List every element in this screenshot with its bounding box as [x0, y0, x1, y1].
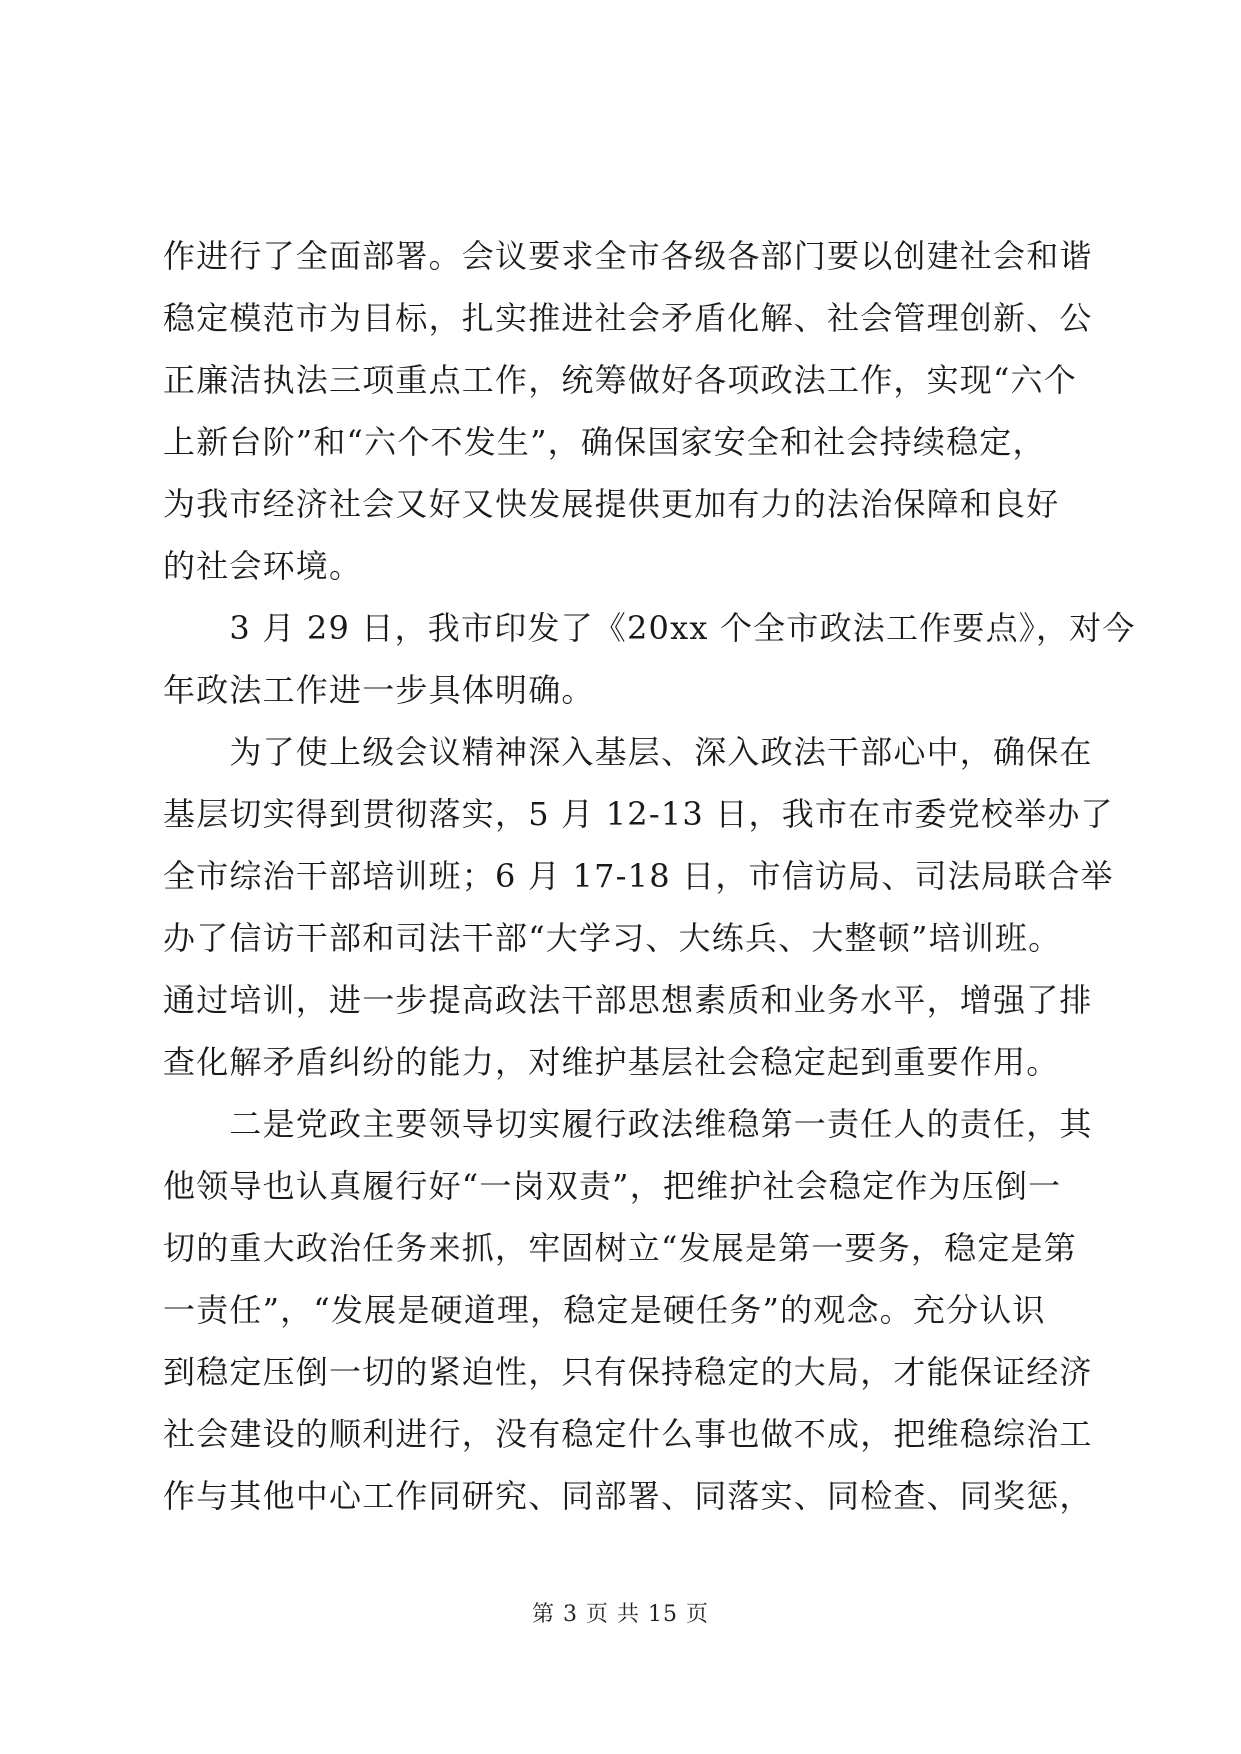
text-line: 社会建设的顺利进行，没有稳定什么事也做不成，把维稳综治工 [163, 1415, 1093, 1453]
text-line: 3 月 29 日，我市印发了《20xx 个全市政法工作要点》，对今 [163, 609, 1136, 647]
text-line: 作与其他中心工作同研究、同部署、同落实、同检查、同奖惩， [163, 1477, 1093, 1515]
text-line: 年政法工作进一步具体明确。 [163, 671, 595, 709]
text-line: 他领导也认真履行好“一岗双责”，把维护社会稳定作为压倒一 [163, 1167, 1062, 1205]
text-line: 一责任”，“发展是硬道理，稳定是硬任务”的观念。充分认识 [163, 1291, 1046, 1329]
body-text [163, 225, 1136, 1527]
text-line: 上新台阶”和“六个不发生”，确保国家安全和社会持续稳定， [163, 423, 1046, 461]
text-line: 为我市经济社会又好又快发展提供更加有力的法治保障和良好 [163, 485, 1060, 523]
text-line: 全市综治干部培训班；6 月 17-18 日，市信访局、司法局联合举 [163, 857, 1114, 895]
text-line: 通过培训，进一步提高政法干部思想素质和业务水平，增强了排 [163, 981, 1093, 1019]
text-line: 查化解矛盾纠纷的能力，对维护基层社会稳定起到重要作用。 [163, 1043, 1060, 1081]
text-line: 基层切实得到贯彻落实，5 月 12-13 日，我市在市委党校举办了 [163, 795, 1114, 833]
text-line: 到稳定压倒一切的紧迫性，只有保持稳定的大局，才能保证经济 [163, 1353, 1093, 1391]
text-line: 正廉洁执法三项重点工作，统筹做好各项政法工作，实现“六个 [163, 361, 1077, 399]
page-footer [0, 1600, 1241, 1630]
text-line: 作进行了全面部署。会议要求全市各级各部门要以创建社会和谐 [163, 237, 1093, 275]
page-number-label: 第 3 页 共 15 页 [532, 1602, 709, 1627]
text-line: 的社会环境。 [163, 547, 363, 585]
text-line: 切的重大政治任务来抓，牢固树立“发展是第一要务，稳定是第 [163, 1229, 1077, 1267]
text-line: 为了使上级会议精神深入基层、深入政法干部心中，确保在 [163, 733, 1093, 771]
text-line: 二是党政主要领导切实履行政法维稳第一责任人的责任，其 [163, 1105, 1093, 1143]
text-line: 办了信访干部和司法干部“大学习、大练兵、大整顿”培训班。 [163, 919, 1062, 957]
text-line: 稳定模范市为目标，扎实推进社会矛盾化解、社会管理创新、公 [163, 299, 1093, 337]
